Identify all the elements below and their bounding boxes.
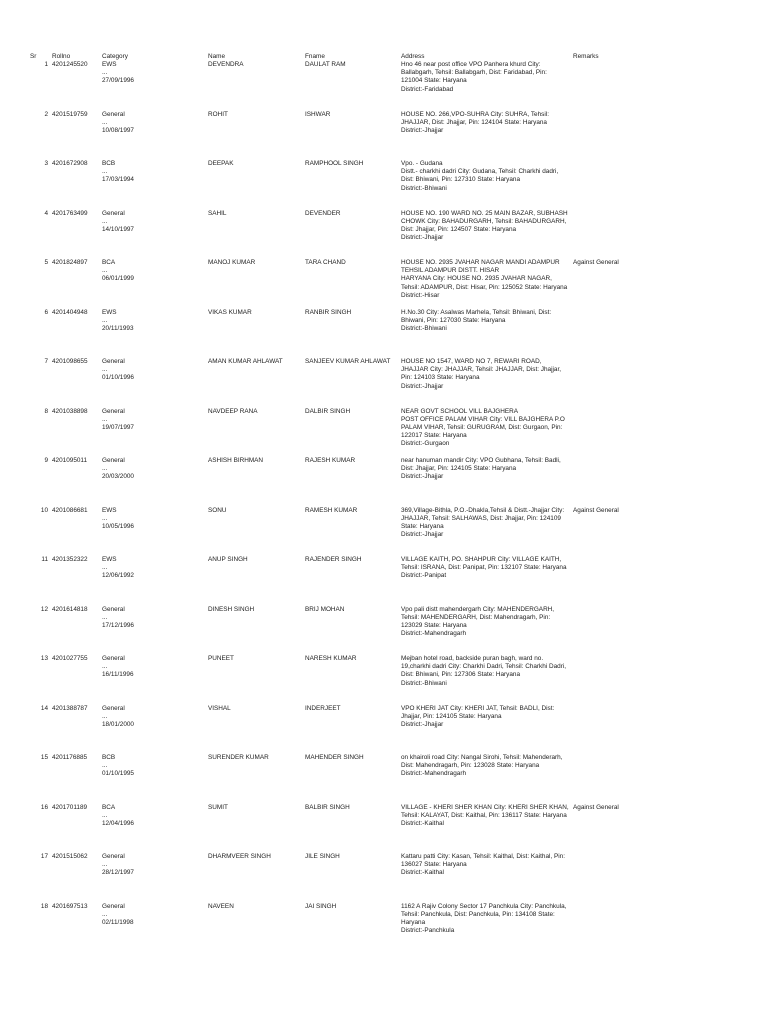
cell-sr: 14 [40, 704, 48, 712]
dob-value: 20/11/1993 [102, 324, 134, 332]
address-line: Tehsil: MAHENDERGARH, Dist: Mahendragarh, Pin: [401, 613, 551, 621]
dob-value: 14/10/1997 [102, 225, 134, 233]
cell-sr: 16 [40, 803, 48, 811]
category-dots: ... [102, 217, 108, 225]
address-line: Kattaru patti City: Kasan, Tehsil: Kaithal, Dist: Kaithal, Pin: [401, 853, 565, 860]
address-line: 19,charkhi dadri City: Charkhi Dadri, Tehsil: Charkhi Dadri, [401, 663, 567, 671]
address-line: JHAJJAR, Dist: Jhajjar, Pin: 124104 State: Haryana [401, 118, 547, 126]
table-row [0, 408, 768, 448]
cell-category [102, 358, 134, 383]
table-row [0, 61, 768, 101]
address-line: Vpo pali distt mahendergarh City: MAHENDERGARH, [401, 605, 555, 613]
dob-value: 12/04/1996 [102, 819, 134, 827]
cell-sr: 15 [40, 754, 48, 761]
table-row [0, 358, 768, 398]
cell-fname: RAJESH KUMAR [305, 457, 356, 464]
address-line: HARYANA City: HOUSE NO. 2935 JVAHAR NAGAR, [401, 275, 552, 283]
cell-fname: DEVENDER [305, 209, 341, 217]
cell-sr: 17 [40, 853, 48, 860]
address-line: Dist: Jhajjar, Pin: 124507 State: Haryana [401, 225, 517, 233]
cell-address [401, 210, 573, 243]
address-line: District:-Kaithal [401, 869, 444, 877]
cell-name: SURENDER KUMAR [208, 754, 269, 761]
cell-rollno: 4201388787 [52, 704, 88, 712]
table-row [0, 210, 768, 250]
address-line: Bhiwani, Pin: 127030 State: Haryana [401, 316, 506, 324]
category-dots: ... [102, 316, 108, 324]
cell-fname: JILE SINGH [305, 853, 340, 860]
address-line: HOUSE NO 1547, WARD NO 7, REWARI ROAD, [401, 358, 542, 365]
dob-value: 20/03/2000 [102, 473, 134, 481]
category-value: BCB [102, 160, 116, 167]
cell-fname: BRIJ MOHAN [305, 605, 345, 613]
category-dots: ... [102, 564, 108, 572]
category-value: General [102, 407, 125, 415]
category-value: General [102, 605, 125, 613]
header-remarks: Remarks [573, 53, 599, 60]
cell-sr: 8 [44, 407, 48, 415]
header-address: Address [401, 53, 425, 60]
cell-category [102, 705, 134, 730]
cell-name: NAVDEEP RANA [208, 407, 258, 415]
cell-name: SUMIT [208, 803, 228, 811]
dob-value: 17/03/1994 [102, 176, 134, 184]
address-line: District:-Bhiwani [401, 184, 447, 192]
address-line: HOUSE NO. 190 WARD NO. 25 MAIN BAZAR, SUBHASH [401, 209, 568, 217]
cell-name: MANOJ KUMAR [208, 259, 256, 266]
cell-category [102, 606, 134, 631]
dob-value: 10/08/1997 [102, 126, 134, 134]
table-row [0, 853, 768, 893]
category-dots: ... [102, 811, 108, 819]
cell-rollno: 4201763499 [52, 209, 88, 217]
address-line: VILLAGE - KHERI SHER KHAN City: KHERI SHER KHAN, [401, 803, 569, 811]
cell-name: DINESH SINGH [208, 605, 255, 613]
dob-value: 17/12/1996 [102, 621, 134, 629]
cell-fname: JAI SINGH [305, 902, 337, 910]
address-line: 123029 State: Haryana [401, 621, 467, 629]
cell-fname: RAJENDER SINGH [305, 556, 362, 563]
address-line: H.No.30 City: Asalwas Marhela, Tehsil: Bhiwani, Dist: [401, 308, 552, 316]
cell-rollno: 4201519759 [52, 110, 88, 118]
cell-name: DEVENDRA [208, 61, 244, 68]
dob-value: 12/06/1992 [102, 572, 134, 580]
category-dots: ... [102, 69, 108, 77]
address-line: District:-Jhajjar [401, 234, 444, 242]
address-line: Ballabgarh, Tehsil: Ballabgarh, Dist: Faridabad, Pin: [401, 69, 547, 77]
cell-address [401, 754, 573, 779]
cell-sr: 2 [44, 110, 48, 118]
address-line: Haryana [401, 918, 426, 926]
address-line: NEAR GOVT SCHOOL VILL BAJGHERA [401, 407, 518, 415]
cell-category [102, 61, 134, 86]
cell-fname: DALBIR SINGH [305, 407, 351, 415]
address-line: Tehsil: ISRANA, Dist: Panipat, Pin: 132107 State: Haryana [401, 564, 567, 572]
address-line: District:-Jhajjar [401, 531, 444, 539]
address-line: 1162 A Rajiv Colony Sector 17 Panchkula City: Panchkula, [401, 902, 567, 910]
cell-name: DHARMVEER SINGH [208, 853, 271, 860]
cell-category [102, 259, 134, 284]
address-line: District:-Bhiwani [401, 324, 447, 332]
address-line: TEHSIL ADAMPUR DISTT. HISAR [401, 267, 500, 275]
category-value: EWS [102, 61, 117, 68]
category-dots: ... [102, 514, 108, 522]
address-line: District:-Jhajjar [401, 382, 444, 390]
cell-name: ROHIT [208, 110, 228, 118]
cell-category [102, 754, 134, 779]
table-row [0, 705, 768, 745]
address-line: POST OFFICE PALAM VIHAR City: VILL BAJGHERA P.O [401, 415, 565, 423]
category-value: General [102, 704, 125, 712]
table-row [0, 111, 768, 151]
address-line: District:-Jhajjar [401, 126, 444, 134]
address-line: Hno 46 near post office VPO Panhera khurd City: [401, 61, 541, 68]
category-dots: ... [102, 118, 108, 126]
cell-address [401, 556, 573, 581]
cell-name: ASHISH BIRHMAN [208, 457, 264, 464]
category-value: General [102, 358, 125, 365]
category-dots: ... [102, 910, 108, 918]
address-line: District:-Bhiwani [401, 679, 447, 687]
cell-sr: 7 [44, 358, 48, 365]
cell-sr: 9 [44, 457, 48, 464]
cell-name: NAVEEN [208, 902, 234, 910]
cell-name: AMAN KUMAR AHLAWAT [208, 358, 283, 365]
address-line: District:-Kaithal [401, 819, 444, 827]
cell-address [401, 903, 573, 936]
cell-fname: BALBIR SINGH [305, 803, 350, 811]
header-rollno: Rollno [52, 53, 71, 60]
cell-category [102, 556, 134, 581]
cell-address [401, 111, 573, 136]
cell-category [102, 903, 134, 928]
category-dots: ... [102, 712, 108, 720]
cell-remarks: Against General [573, 506, 619, 514]
address-line: State: Haryana [401, 522, 444, 530]
cell-address [401, 259, 573, 300]
address-line: VPO KHERI JAT City: KHERI JAT, Tehsil: BADLI, Dist: [401, 704, 555, 712]
cell-sr: 6 [44, 308, 48, 316]
address-line: District:-Jhajjar [401, 473, 444, 481]
table-row [0, 309, 768, 349]
cell-fname: SANJEEV KUMAR AHLAWAT [305, 358, 391, 365]
cell-name: PUNEET [208, 655, 234, 662]
cell-rollno: 4201404948 [52, 308, 88, 316]
cell-name: VISHAL [208, 704, 231, 712]
dob-value: 01/10/1996 [102, 374, 134, 382]
category-dots: ... [102, 861, 108, 869]
header-sr: Sr [30, 53, 37, 60]
cell-sr: 1 [44, 61, 48, 68]
cell-sr: 11 [41, 556, 48, 563]
category-dots: ... [102, 366, 108, 374]
address-line: Dist: Mahendragarh, Pin: 123028 State: Haryana [401, 762, 540, 770]
cell-category [102, 507, 134, 532]
address-line: 122017 State: Haryana [401, 432, 467, 440]
cell-category [102, 210, 134, 235]
category-value: General [102, 209, 125, 217]
cell-rollno: 4201095011 [52, 457, 88, 464]
cell-name: DEEPAK [208, 160, 234, 167]
address-line: PALAM VIHAR, Tehsil: GURUGRAM, Dist: Gurgaon, Pin: [401, 423, 563, 431]
category-value: EWS [102, 308, 117, 316]
cell-category [102, 160, 134, 185]
header-fname: Fname [305, 53, 325, 60]
table-row [0, 160, 768, 200]
category-dots: ... [102, 415, 108, 423]
cell-name: ANUP SINGH [208, 556, 248, 563]
header-category: Category [102, 53, 128, 60]
address-line: HOUSE NO. 266,VPO-SUHRA City: SUHRA, Tehsil: [401, 110, 549, 118]
cell-fname: RANBIR SINGH [305, 308, 352, 316]
cell-address [401, 457, 573, 482]
address-line: District:-Mahendragarh [401, 630, 466, 638]
dob-value: 02/11/1998 [102, 918, 134, 926]
cell-category [102, 853, 134, 878]
cell-fname: TARA CHAND [305, 259, 346, 266]
address-line: Tehsil: Panchkula, Dist: Panchkula, Pin: 134108 State: [401, 910, 555, 918]
table-row [0, 556, 768, 596]
cell-sr: 5 [44, 259, 48, 266]
category-value: EWS [102, 506, 117, 514]
category-dots: ... [102, 663, 108, 671]
header-name: Name [208, 53, 226, 60]
dob-value: 16/11/1996 [102, 671, 134, 679]
cell-rollno: 4201098655 [52, 358, 88, 365]
cell-address [401, 705, 573, 730]
cell-address [401, 309, 573, 334]
cell-rollno: 4201824897 [52, 259, 88, 266]
table-row [0, 655, 768, 695]
address-line: District:-Faridabad [401, 85, 454, 93]
category-value: General [102, 853, 125, 860]
address-line: CHOWK City: BAHADURGARH, Tehsil: BAHADURGARH, [401, 217, 567, 225]
cell-address [401, 507, 573, 540]
cell-rollno: 4201352322 [52, 556, 88, 563]
cell-address [401, 408, 573, 449]
category-value: BCA [102, 259, 116, 266]
cell-sr: 13 [40, 655, 48, 662]
dob-value: 19/07/1997 [102, 423, 134, 431]
dob-value: 06/01/1999 [102, 275, 134, 283]
cell-sr: 3 [44, 160, 48, 167]
cell-fname: RAMESH KUMAR [305, 506, 358, 514]
cell-category [102, 111, 134, 136]
cell-name: SAHIL [208, 209, 227, 217]
category-dots: ... [102, 267, 108, 275]
category-value: EWS [102, 556, 117, 563]
cell-category [102, 408, 134, 433]
address-line: 121004 State: Haryana [401, 77, 467, 85]
category-dots: ... [102, 613, 108, 621]
cell-remarks: Against General [573, 803, 619, 811]
dob-value: 10/05/1996 [102, 522, 134, 530]
cell-sr: 4 [44, 209, 48, 217]
cell-name: VIKAS KUMAR [208, 308, 252, 316]
cell-fname: INDERJEET [305, 704, 341, 712]
address-line: District:-Panipat [401, 572, 447, 580]
category-dots: ... [102, 465, 108, 473]
table-row [0, 903, 768, 943]
address-line: VILLAGE KAITH, PO. SHAHPUR City: VILLAGE KAITH, [401, 556, 562, 563]
address-line: Mejban hotel road, backside puran bagh, ward no. [401, 655, 544, 662]
cell-name: SONU [208, 506, 227, 514]
address-line: Dist: Jhajjar, Pin: 124105 State: Haryana [401, 465, 517, 473]
table-row [0, 507, 768, 547]
address-line: District:-Panchkula [401, 927, 455, 935]
category-value: BCB [102, 754, 116, 761]
cell-address [401, 61, 573, 94]
address-line: Jhajjar, Pin: 124105 State: Haryana [401, 712, 502, 720]
cell-address [401, 853, 573, 878]
cell-rollno: 4201086681 [52, 506, 88, 514]
cell-address [401, 358, 573, 391]
table-row [0, 457, 768, 497]
cell-rollno: 4201697513 [52, 902, 88, 910]
category-value: BCA [102, 803, 116, 811]
address-line: Dist: Bhiwani, Pin: 127306 State: Haryana [401, 671, 521, 679]
cell-sr: 12 [40, 605, 48, 613]
table-row [0, 259, 768, 299]
table-row [0, 754, 768, 794]
cell-rollno: 4201614818 [52, 605, 88, 613]
cell-address [401, 160, 573, 193]
cell-address [401, 655, 573, 688]
address-line: Pin: 124103 State: Haryana [401, 374, 480, 382]
cell-fname: NARESH KUMAR [305, 655, 357, 662]
address-line: Distt.- charkhi dadri City: Gudana, Tehsil: Charkhi dadri, [401, 168, 559, 176]
address-line: District:-Hisar [401, 291, 440, 299]
dob-value: 18/01/2000 [102, 720, 134, 728]
cell-address [401, 606, 573, 639]
address-line: District:-Gurgaon [401, 440, 450, 448]
address-line: Tehsil: KALAYAT, Dist: Kaithal, Pin: 136117 State: Haryana [401, 811, 567, 819]
cell-sr: 10 [40, 506, 48, 514]
cell-category [102, 804, 134, 829]
dob-value: 01/10/1995 [102, 770, 134, 778]
address-line: Vpo. - Gudana [401, 160, 443, 167]
cell-rollno: 4201515062 [52, 853, 88, 860]
cell-fname: ISHWAR [305, 110, 331, 118]
address-line: JHAJJAR City: JHAJJAR, Tehsil: JHAJJAR, Dist: Jhajjar, [401, 366, 562, 374]
address-line: Dist: Bhiwani, Pin: 127310 State: Haryana [401, 176, 521, 184]
cell-rollno: 4201245520 [52, 61, 88, 68]
cell-rollno: 4201176885 [52, 754, 88, 761]
address-line: JHAJJAR, Tehsil: SALHAWAS, Dist: Jhajjar, Pin: 124109 [401, 514, 561, 522]
cell-address [401, 804, 573, 829]
address-line: 369,Village-Bithla, P.O.-Dhakla,Tehsil & Distt.-Jhajjar City: [401, 506, 565, 514]
dob-value: 28/12/1997 [102, 869, 134, 877]
cell-rollno: 4201672908 [52, 160, 88, 167]
cell-remarks: Against General [573, 259, 619, 266]
category-value: General [102, 110, 125, 118]
cell-category [102, 457, 134, 482]
address-line: District:-Jhajjar [401, 720, 444, 728]
cell-category [102, 309, 134, 334]
address-line: near hanuman mandir City: VPO Gubhana, Tehsil: Badli, [401, 457, 561, 464]
dob-value: 27/09/1996 [102, 77, 134, 85]
cell-fname: MAHENDER SINGH [305, 754, 364, 761]
category-value: General [102, 457, 125, 464]
category-dots: ... [102, 762, 108, 770]
cell-category [102, 655, 134, 680]
table-row [0, 804, 768, 844]
table-row [0, 606, 768, 646]
cell-rollno: 4201701189 [52, 803, 88, 811]
cell-rollno: 4201027755 [52, 655, 88, 662]
cell-fname: RAMPHOOL SINGH [305, 160, 364, 167]
address-line: Tehsil: ADAMPUR, Dist: Hisar, Pin: 125052 State: Haryana [401, 283, 568, 291]
category-dots: ... [102, 168, 108, 176]
category-value: General [102, 655, 125, 662]
address-line: 136027 State: Haryana [401, 861, 467, 869]
address-line: HOUSE NO. 2935 JVAHAR NAGAR MANDI ADAMPUR [401, 259, 560, 266]
cell-rollno: 4201038898 [52, 407, 88, 415]
cell-sr: 18 [40, 902, 48, 910]
cell-fname: DAULAT RAM [305, 61, 346, 68]
category-value: General [102, 902, 125, 910]
address-line: on khairoli road City: Nangal Sirohi, Tehsil: Mahenderarh, [401, 754, 563, 761]
address-line: District:-Mahendragarh [401, 770, 466, 778]
